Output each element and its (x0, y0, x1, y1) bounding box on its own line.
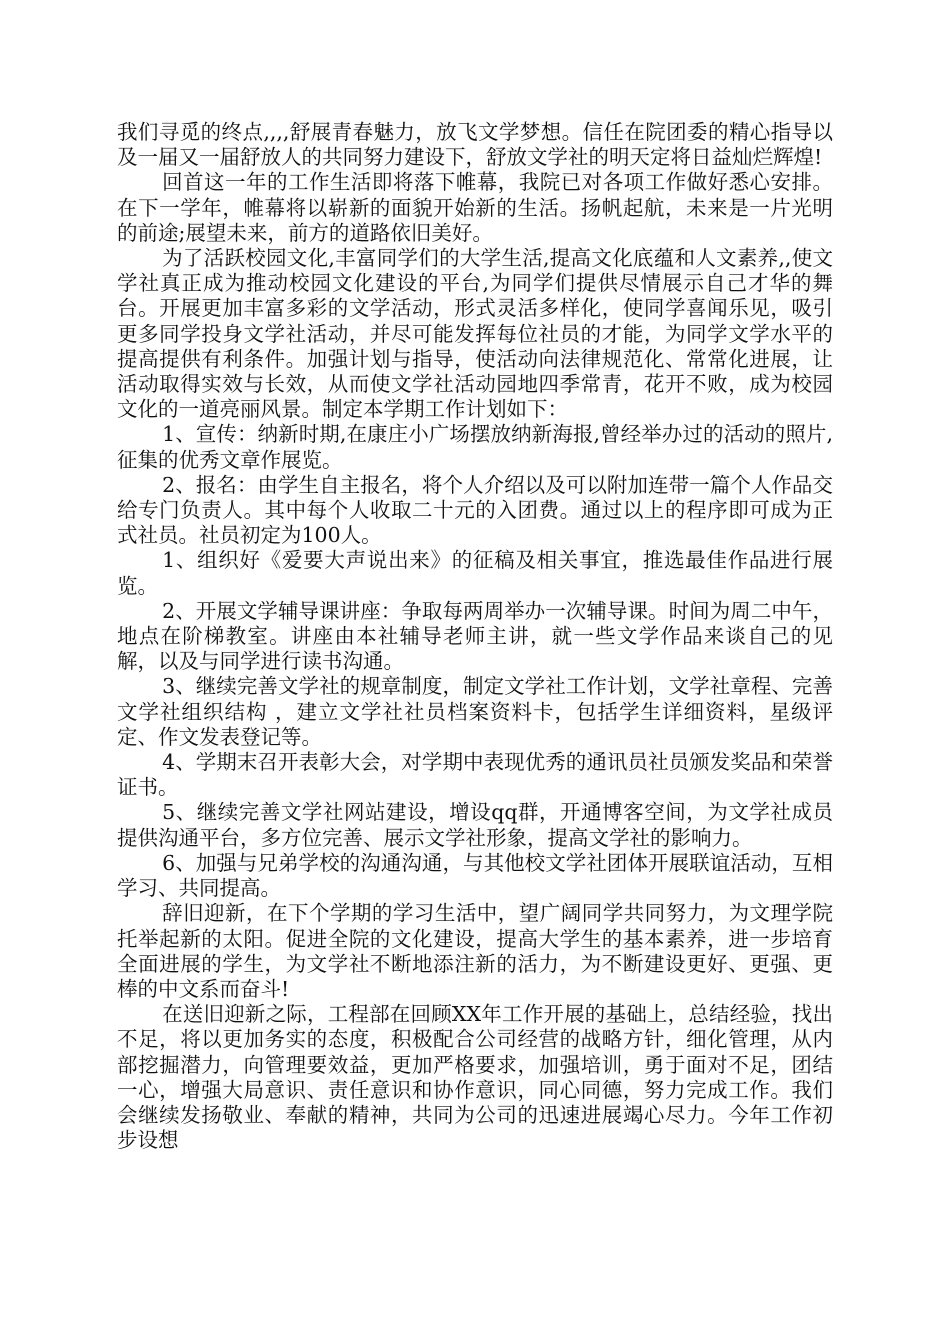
paragraph-4: 1、宣传：纳新时期,在康庄小广场摆放纳新海报,曾经举办过的活动的照片,征集的优秀文章作展览。 (117, 422, 833, 472)
paragraph-7: 2、开展文学辅导课讲座：争取每两周举办一次辅导课。时间为周二中午，地点在阶梯教室。讲座由本社辅导老师主讲，就一些文学作品来谈自己的见解，以及与同学进行读书沟通。 (117, 598, 833, 674)
paragraph-3: 为了活跃校园文化,丰富同学们的大学生活,提高文化底蕴和人文素养,,使文学社真正成为推动校园文化建设的平台,为同学们提供尽情展示自己才华的舞台。开展更加丰富多彩的文学活动，形式灵活多样化，使同学喜闻乐见，吸引更多同学投身文学社活动，并尽可能发挥每位社员的才能，为同学文学水平的提高提供有利条件。加强计划与指导，使活动向法律规范化、常常化进展，让活动取得实效与长效，从而使文学社活动园地四季常青，花开不败，成为校园文化的一道亮丽风景。制定本学期工作计划如下： (117, 246, 833, 422)
paragraph-13: 在送旧迎新之际，工程部在回顾XX年工作开展的基础上，总结经验，找出不足，将以更加务实的态度，积极配合公司经营的战略方针，细化管理，从内部挖掘潜力，向管理要效益，更加严格要求，加强培训，勇于面对不足，团结一心，增强大局意识、责任意识和协作意识，同心同德，努力完成工作。我们会继续发扬敬业、奉献的精神，共同为公司的迅速进展竭心尽力。今年工作初步设想 (117, 1002, 833, 1153)
paragraph-10: 5、继续完善文学社网站建设，增设qq群，开通博客空间，为文学社成员提供沟通平台，多方位完善、展示文学社形象，提高文学社的影响力。 (117, 800, 833, 850)
paragraph-12: 辞旧迎新，在下个学期的学习生活中，望广阔同学共同努力，为文理学院托举起新的太阳。促进全院的文化建设，提高大学生的基本素养，进一步培育全面进展的学生，为文学社不断地添注新的活力，为不断建设更好、更强、更棒的中文系而奋斗! (117, 901, 833, 1001)
paragraph-1: 我们寻觅的终点,,,,舒展青春魅力，放飞文学梦想。信任在院团委的精心指导以及一届又一届舒放人的共同努力建设下，舒放文学社的明天定将日益灿烂辉煌! (117, 120, 833, 170)
paragraph-2: 回首这一年的工作生活即将落下帷幕，我院已对各项工作做好悉心安排。在下一学年，帷幕将以崭新的面貌开始新的生活。扬帆起航，未来是一片光明的前途;展望未来，前方的道路依旧美好。 (117, 170, 833, 245)
paragraph-8: 3、继续完善文学社的规章制度，制定文学社工作计划，文学社章程、完善文学社组织结构 ，建立文学社社员档案资料卡，包括学生详细资料，星级评定、作文发表登记等。 (117, 674, 833, 749)
paragraph-11: 6、加强与兄弟学校的沟通沟通，与其他校文学社团体开展联谊活动，互相学习、共同提高。 (117, 850, 833, 901)
document-body (117, 120, 833, 1153)
paragraph-5: 2、报名：由学生自主报名，将个人介绍以及可以附加连带一篇个人作品交给专门负责人。其中每个人收取二十元的入团费。通过以上的程序即可成为正式社员。社员初定为100人。 (117, 472, 833, 548)
paragraph-6: 1、组织好《爱要大声说出来》的征稿及相关事宜，推选最佳作品进行展览。 (117, 548, 833, 598)
paragraph-9: 4、学期末召开表彰大会，对学期中表现优秀的通讯员社员颁发奖品和荣誉证书。 (117, 750, 833, 800)
